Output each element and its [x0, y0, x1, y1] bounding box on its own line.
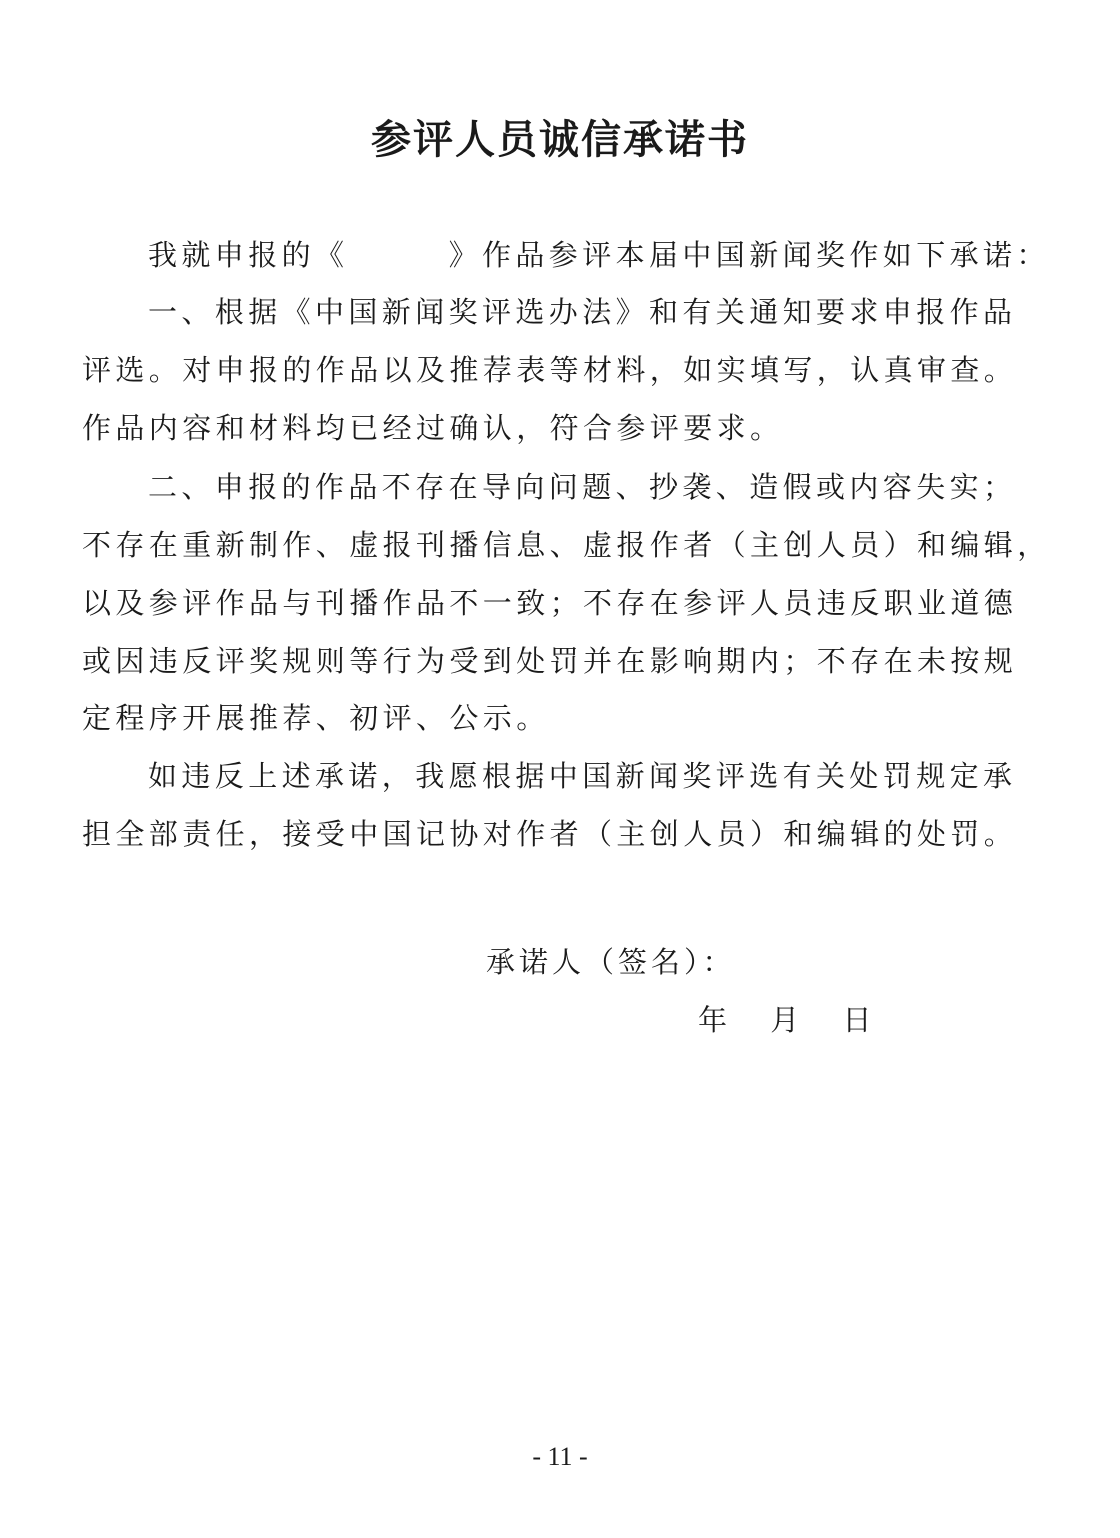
date-month: 月 [770, 1003, 800, 1037]
page-number: - 11 - [532, 1442, 588, 1471]
date-day: 日 [842, 1003, 872, 1037]
body-line: 以及参评作品与刊播作品不一致；不存在参评人员违反职业道德 [82, 586, 1018, 620]
body-line: 如违反上述承诺，我愿根据中国新闻奖评选有关处罚规定承 [148, 759, 1017, 793]
date-line [698, 998, 905, 1039]
body-line: 二、申报的作品不存在导向问题、抄袭、造假或内容失实； [148, 470, 1017, 504]
body-line: 定程序开展推荐、初评、公示。 [82, 701, 550, 735]
body-line: 我就申报的《 》作品参评本届中国新闻奖作如下承诺： [148, 238, 1050, 272]
body-line: 担全部责任，接受中国记协对作者（主创人员）和编辑的处罚。 [82, 817, 1018, 851]
document-title: 参评人员诚信承诺书 [371, 117, 749, 163]
body-line: 或因违反评奖规则等行为受到处罚并在影响期内；不存在未按规 [82, 644, 1018, 678]
body-line: 一、根据《中国新闻奖评选办法》和有关通知要求申报作品 [148, 295, 1017, 329]
body-line: 作品内容和材料均已经过确认，符合参评要求。 [82, 411, 784, 445]
body-line: 评选。对申报的作品以及推荐表等材料，如实填写，认真审查。 [82, 353, 1018, 387]
body-line: 不存在重新制作、虚报刊播信息、虚报作者（主创人员）和编辑， [82, 528, 1051, 562]
date-year: 年 [698, 1003, 728, 1037]
signature-label: 承诺人（签名）： [486, 945, 736, 979]
